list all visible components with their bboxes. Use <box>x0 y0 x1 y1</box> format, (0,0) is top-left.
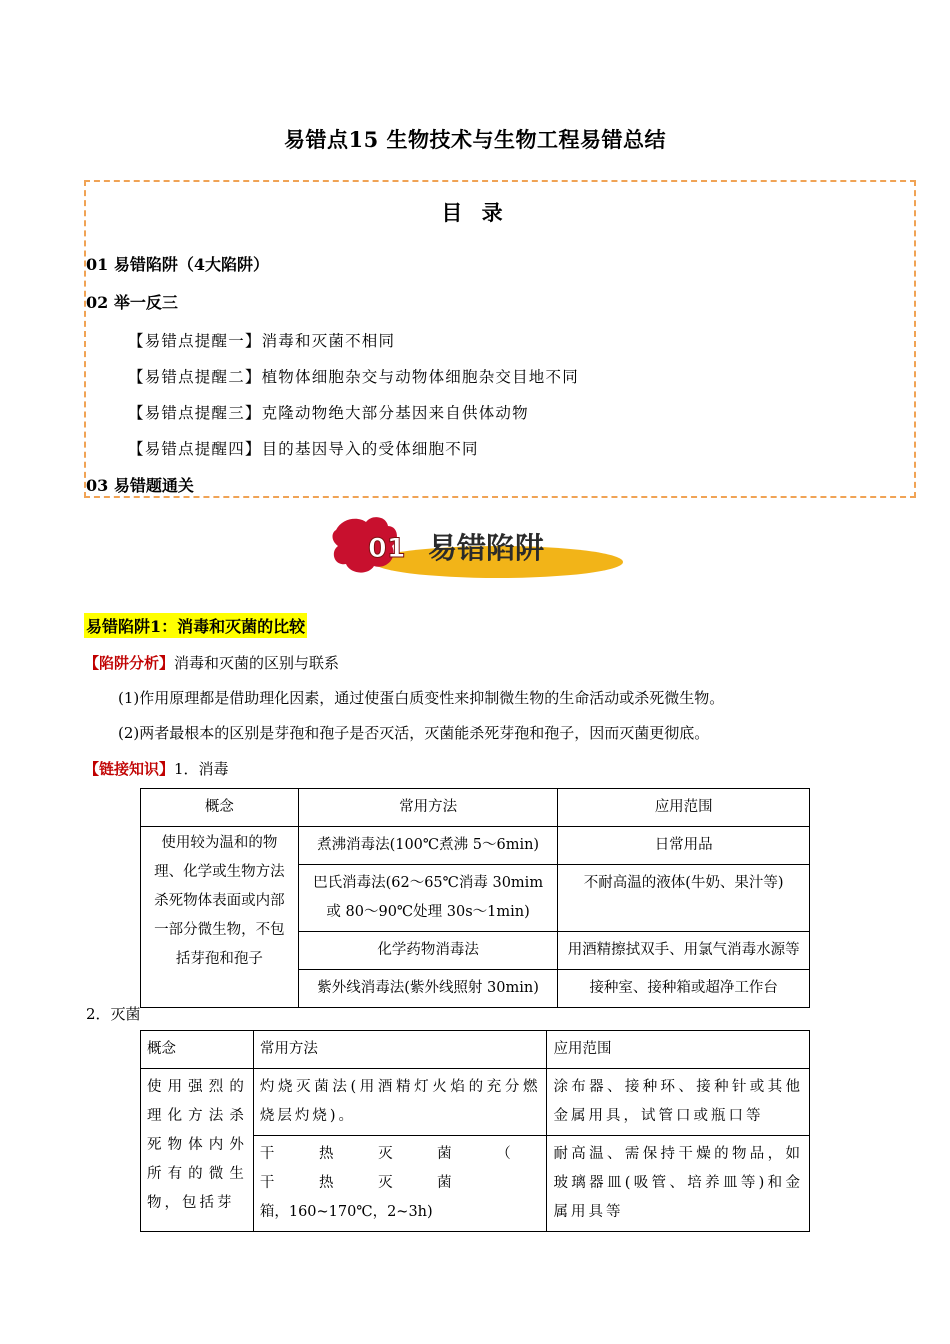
range-cell: 不耐高温的液体(牛奶、果汁等) <box>558 865 810 932</box>
method-cell: 巴氏消毒法(62～65℃消毒 30mim 或 80～90℃处理 30s～1min) <box>298 865 558 932</box>
method-cell: 化学药物消毒法 <box>298 932 558 970</box>
range-cell: 日常用品 <box>558 827 810 865</box>
page-title: 易错点15 生物技术与生物工程易错总结 <box>283 127 667 152</box>
header-method: 常用方法 <box>298 789 558 827</box>
toc-heading: 目 录 <box>441 201 509 225</box>
toc-item-1[interactable]: 【易错点提醒一】消毒和灭菌不相同 <box>128 332 396 350</box>
analysis-tag: 【陷阱分析】 <box>84 654 175 672</box>
section-banner <box>328 512 628 584</box>
method-cell: 灼烧灭菌法(用酒精灯火焰的充分燃烧层灼烧)。 <box>253 1069 547 1136</box>
header-range: 应用范围 <box>547 1031 810 1069</box>
trap-1-title: 易错陷阱1：消毒和灭菌的比较 <box>84 613 307 638</box>
header-range: 应用范围 <box>558 789 810 827</box>
range-cell: 耐高温、需保持干燥的物品，如玻璃器皿(吸管、培养皿等)和金属用具等 <box>547 1136 810 1232</box>
analysis-text: 消毒和灭菌的区别与联系 <box>174 654 340 672</box>
sterilization-table <box>140 1030 810 1232</box>
toc-item-3[interactable]: 【易错点提醒三】克隆动物绝大部分基因来自供体动物 <box>128 404 529 422</box>
concept-cell: 使用较为温和的物理、化学或生物方法杀死物体表面或内部一部分微生物，不包括芽孢和孢子 <box>141 827 299 1008</box>
header-method: 常用方法 <box>253 1031 547 1069</box>
toc-section-1[interactable]: 01 易错陷阱（4大陷阱） <box>86 255 269 274</box>
method-line-a: 干 热 灭 菌 （ 干 热 灭 菌 <box>259 1146 531 1191</box>
disinfection-table <box>140 788 810 1008</box>
table-row <box>141 1069 810 1136</box>
banner-text: 易错陷阱 <box>428 531 545 565</box>
analysis-point-2: (2)两者最根本的区别是芽孢和孢子是否灭活，灭菌能杀死芽孢和孢子，因而灭菌更彻底。 <box>118 724 710 742</box>
method-cell: 煮沸消毒法(100℃煮沸 5～6min) <box>298 827 558 865</box>
method-cell: 紫外线消毒法(紫外线照射 30min) <box>298 970 558 1008</box>
method-cell <box>253 1136 547 1232</box>
header-concept: 概念 <box>141 789 299 827</box>
table-row <box>141 827 810 865</box>
toc-section-3[interactable]: 03 易错题通关 <box>86 476 194 495</box>
link-text: 1．消毒 <box>174 760 229 778</box>
range-cell: 涂布器、接种环、接种针或其他金属用具，试管口或瓶口等 <box>547 1069 810 1136</box>
toc-item-2[interactable]: 【易错点提醒二】植物体细胞杂交与动物体细胞杂交目地不同 <box>128 368 579 386</box>
header-concept: 概念 <box>141 1031 254 1069</box>
method-line-b: 箱，160~170℃，2~3h) <box>259 1204 433 1220</box>
range-cell: 接种室、接种箱或超净工作台 <box>558 970 810 1008</box>
link-tag: 【链接知识】 <box>84 760 175 778</box>
concept-cell: 使用强烈的理化方法杀死物体内外所有的微生物，包括芽 <box>141 1069 254 1232</box>
trap-analysis-line <box>84 652 339 673</box>
toc-item-4[interactable]: 【易错点提醒四】目的基因导入的受体细胞不同 <box>128 440 479 458</box>
banner-number: 01 <box>368 533 406 564</box>
link-knowledge-line <box>84 758 229 779</box>
sterilization-label: 2．灭菌 <box>86 1005 141 1023</box>
range-cell: 用酒精擦拭双手、用氯气消毒水源等 <box>558 932 810 970</box>
analysis-point-1: (1)作用原理都是借助理化因素，通过使蛋白质变性来抑制微生物的生命活动或杀死微生物。 <box>118 689 725 707</box>
toc-section-2[interactable]: 02 举一反三 <box>86 293 178 312</box>
